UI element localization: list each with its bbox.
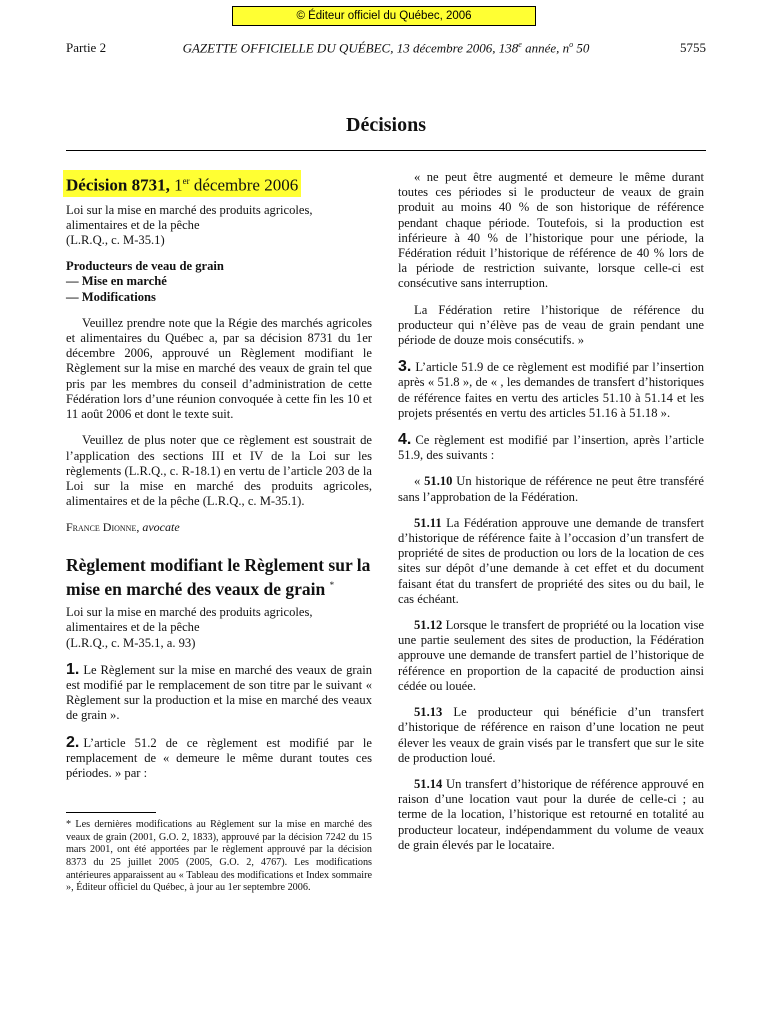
header-page-number: 5755 (680, 40, 706, 55)
article-1: 1. Le Règlement sur la mise en marché des veaux de grain est modifié par le remplacement de son titre par le suivant « Règlement sur la production et la mise en marché des veaux de grain ». (66, 660, 372, 723)
subject-line-1: Producteurs de veau de grain (66, 259, 224, 274)
article-4: 4. Ce règlement est modifié par l’insertion, après l’article 51.9, des suivants : (398, 431, 704, 463)
section-title: Décisions (346, 114, 426, 136)
header-gazette: GAZETTE OFFICIELLE DU QUÉBEC, 13 décembre 2006, 138e année, $n^o$ 50 (182, 40, 590, 56)
section-51-14: 51.14 Un transfert d’historique de référence approuvé en raison d’une location vaut pour la durée de celle-ci ; au terme de la location, l’historique est retourné en totalité au producteur locateur, indépendamment du volume de veaux de grain élevés par le locataire. (398, 776, 704, 852)
copyright-banner: © Éditeur officiel du Québec, 2006 (232, 6, 536, 26)
header-part: Partie 2 (66, 40, 107, 55)
law-reference: (L.R.Q., c. M-35.1) (66, 233, 165, 248)
subject-line-3: — Modifications (66, 289, 156, 304)
section-rule (66, 150, 706, 151)
law2-reference: (L.R.Q., c. M-35.1, a. 93) (66, 635, 196, 650)
section-51-12: 51.12 Lorsque le transfert de propriété ou la location vise une partie seulement des sites de production, la Fédération approuve une demande de transfert partiel de l’historique de référence en proportion de la capacité de production ainsi cédée ou louée. (398, 618, 704, 693)
law-title: Loi sur la mise en marché des produits agricoles, alimentaires et de la pêche (66, 202, 313, 232)
section-51-10: « 51.10 Un historique de référence ne peut être transféré sans l’approbation de la Fédération. (398, 474, 704, 504)
subject-line-2: — Mise en marché (66, 274, 167, 289)
section-51-11: 51.11 La Fédération approuve une demande de transfert d’historique de référence faite à l’occasion d’un transfert de propriété de sites de production ou lors de la location de ces sites sur dépôt d’une demande à cet effet et du document faisant état du transfert de propriété des sites ou du bail, le cas échéant. (398, 515, 704, 606)
signature: France Dionne, avocate (66, 520, 180, 535)
quote-paragraph-1: « ne peut être augmenté et demeure le même durant toutes ces périodes si le producteur de veaux de grain produit au moins 40 % de son historique de référence pendant chaque période. Toutefois, si la production est inférieure à 40 % de l’historique pour une période, la Fédération réduit l’historique de référence de 40 % lors de la période de restriction suivante, lorsque celle-ci est consécutive sans interruption. (398, 170, 704, 291)
article-2: 2. L’article 51.2 de ce règlement est modifié par le remplacement de « demeure le même durant toutes ces périodes. » par : (66, 733, 372, 780)
decision-paragraph-2: Veuillez de plus noter que ce règlement est soustrait de l’application des sections III et IV de la Loi sur les règlements (L.R.Q., c. R-18.1) en vertu de l’article 203 de la Loi sur la mise en marché des produits agricoles, alimentaires et de la pêche (L.R.Q., c. M-35.1). (66, 433, 372, 509)
law2-title: Loi sur la mise en marché des produits agricoles, alimentaires et de la pêche (66, 605, 313, 635)
regulation-title: Règlement modifiant le Règlement sur la mise en marché des veaux de grain * (66, 555, 371, 600)
running-header (66, 40, 706, 56)
quote-paragraph-2: La Fédération retire l’historique de référence du producteur qui n’élève pas de veau de grain pendant une période de douze mois consécutifs. » (398, 302, 704, 348)
decision-paragraph-1: Veuillez prendre note que la Régie des marchés agricoles et alimentaires du Québec a, par sa décision 8731 du 1er décembre 2006, approuvé un Règlement modifiant le Règlement sur la mise en marché des veaux de grain tel que pris par les membres du conseil d’administration de cette Fédération lors d’une réunion convoquée à cette fin les 10 et 11 août 2006 et dont le texte suit. (66, 315, 372, 422)
left-column (66, 170, 372, 895)
article-3: 3. L’article 51.9 de ce règlement est modifié par l’insertion après « 51.8 », de « , les demandes de transfert d’historiques de référence faites en vertu des articles 51.10 à 51.14 et les projets présentés en vertu des articles 51.16 à 51.18 ». (398, 358, 704, 420)
decision-title: Décision 8731, 1er décembre 2006 (63, 170, 301, 197)
footnote: * Les dernières modifications au Règlement sur la mise en marché des veaux de grain (2001, G.O. 2, 1833), approuvé par la décision 7242 du 15 mars 2001, ont été apportées par le règlement approuvé par la décision 8373 du 25 juillet 2005 (2005, G.O. 2, 4767). Les modifications antérieures apparaissent au « Tableau des modifications et Index sommaire », Éditeur officiel du Québec, à jour au 1er septembre 2006. (66, 819, 372, 894)
section-51-13: 51.13 Le producteur qui bénéficie d’un transfert d’historique de référence en raison d’une location ne peut élever les veaux de grain visés par le transfert que sur le site de production loué. (398, 705, 704, 765)
right-column (398, 170, 704, 853)
